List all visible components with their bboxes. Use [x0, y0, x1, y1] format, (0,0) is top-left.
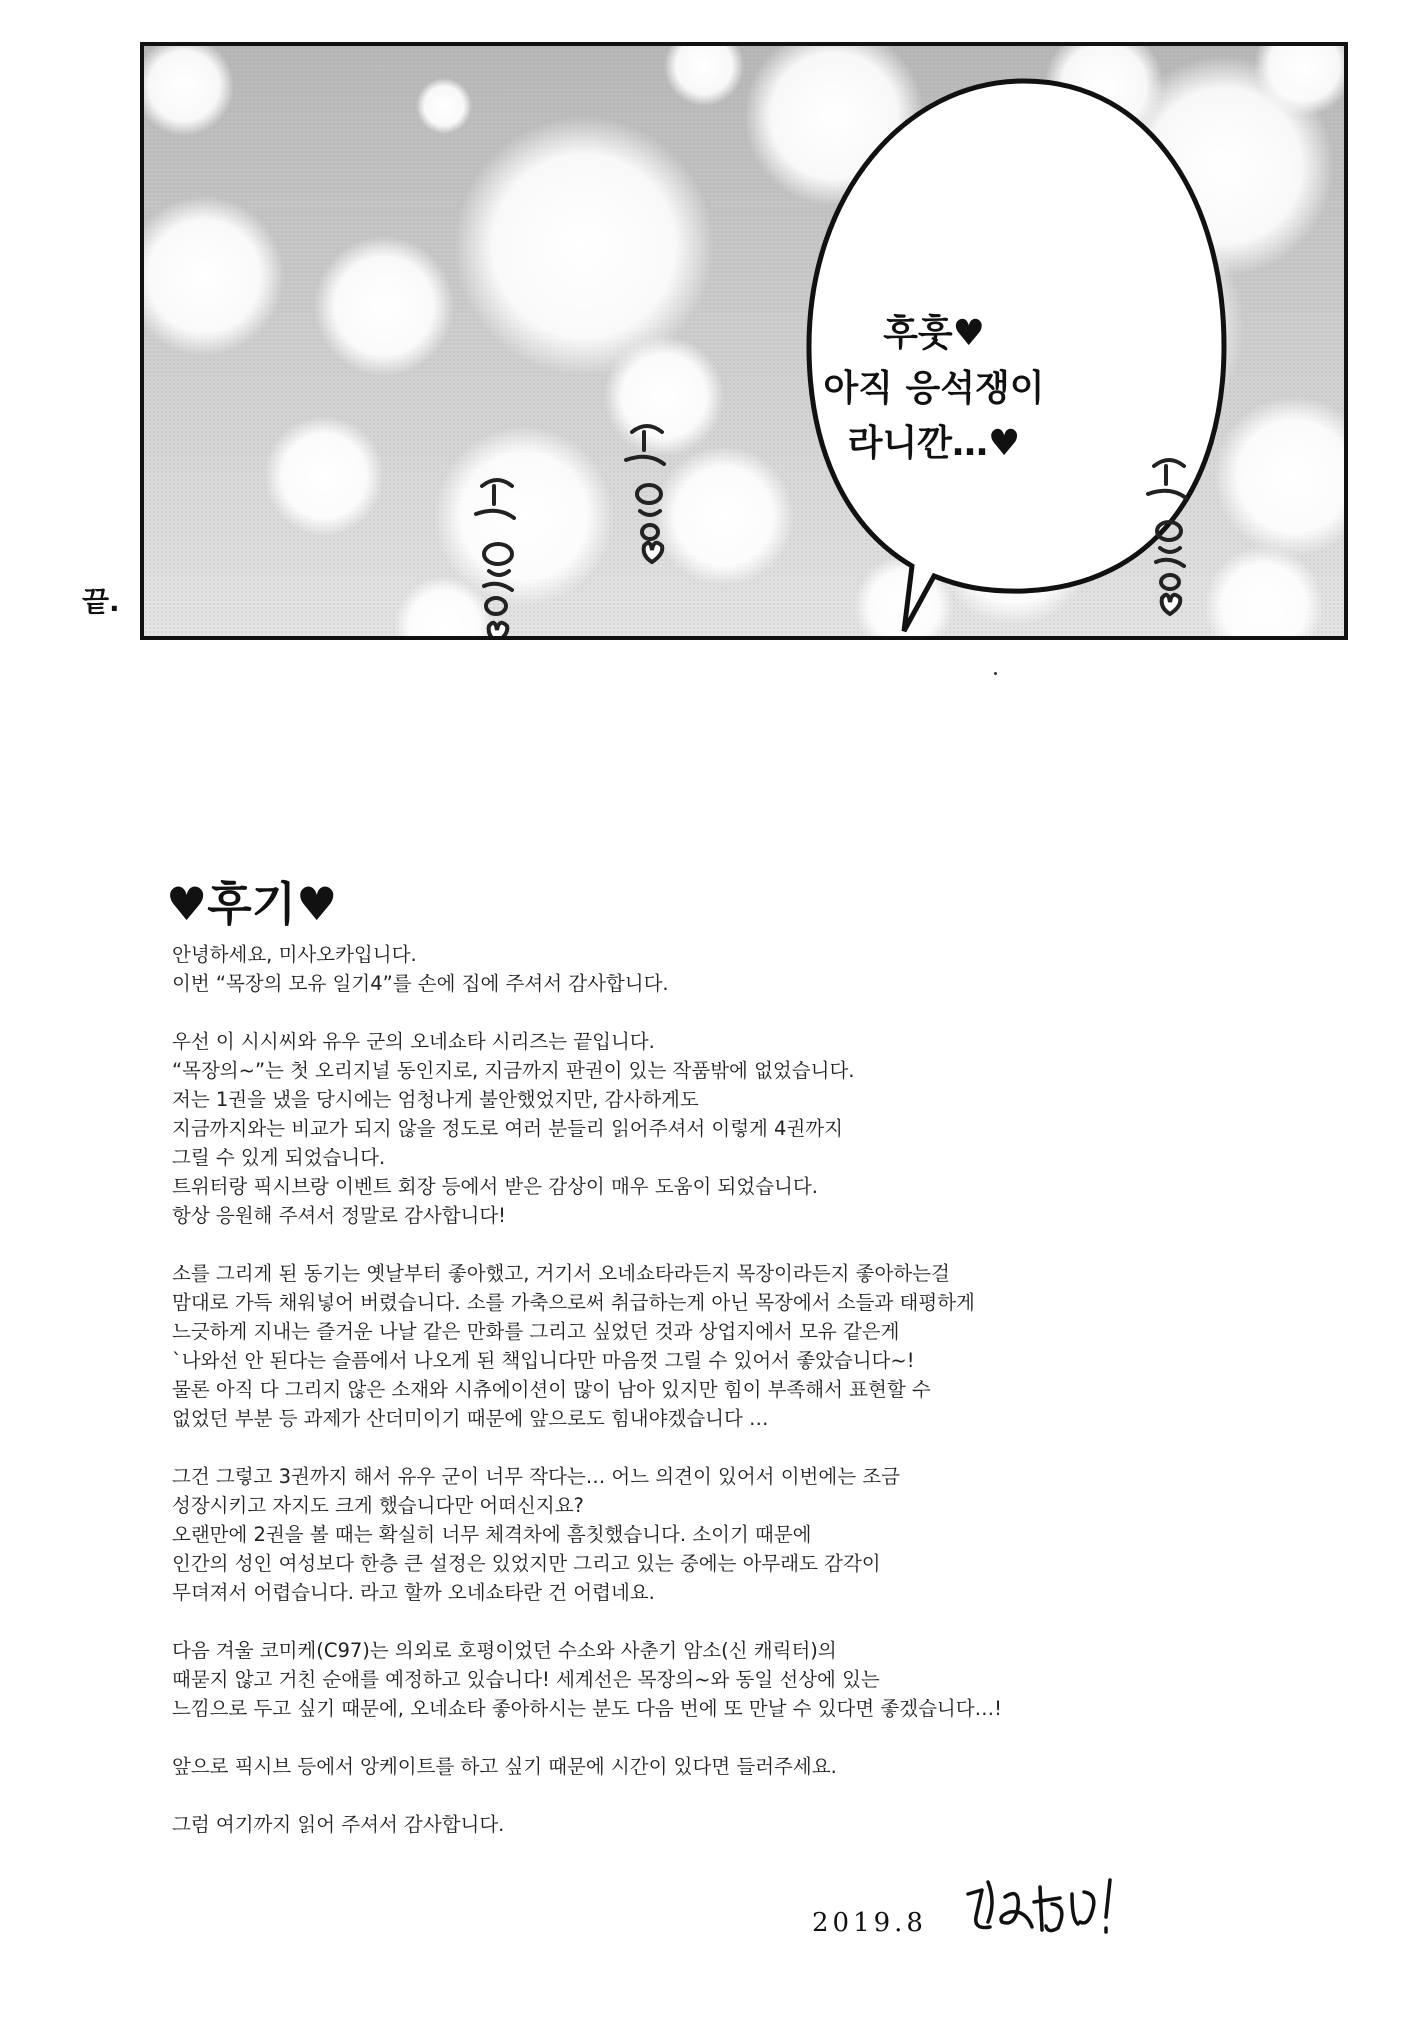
afterword-line: 무뎌져서 어렵습니다. 라고 할까 오네쇼타란 건 어렵네요. [172, 1581, 655, 1604]
signature-image [960, 1872, 1130, 1942]
date: 2019.8 [812, 1908, 927, 1938]
afterword-line: “목장의~”는 첫 오리지널 동인지로, 지금까지 판권이 있는 작품밖에 없었습니다. [172, 1059, 855, 1082]
afterword-line: `나와선 안 된다는 슬픔에서 나오게 된 책입니다만 마음껏 그릴 수 있어서 좋았습니다~! [172, 1349, 915, 1372]
comic-panel [140, 42, 1348, 640]
afterword-line: 오랜만에 2권을 볼 때는 확실히 너무 체격차에 흠칫했습니다. 소이기 때문에 [172, 1523, 812, 1546]
afterword-paragraph [172, 1752, 1292, 1781]
afterword-line: 트위터랑 픽시브랑 이벤트 회장 등에서 받은 감상이 매우 도움이 되었습니다. [172, 1175, 818, 1198]
afterword-line: 이번 “목장의 모유 일기4”를 손에 집에 주셔서 감사합니다. [172, 972, 669, 995]
speech-line: 라니깐…♥ [847, 423, 1021, 464]
afterword-line: 때묻지 않고 거친 순애를 예정하고 있습니다! 세계선은 목장의~와 동일 선상에 있는 [172, 1668, 880, 1691]
afterword-line: 성장시키고 자지도 크게 했습니다만 어떠신지요? [172, 1494, 584, 1517]
afterword-paragraph [172, 940, 1292, 998]
end-mark: 끝. [82, 585, 120, 618]
afterword-line: 소를 그리게 된 동기는 옛날부터 좋아했고, 거기서 오네쇼타라든지 목장이라든지 좋아하는걸 [172, 1262, 950, 1285]
afterword-paragraph [172, 1259, 1292, 1433]
afterword-line: 다음 겨울 코미케(C97)는 의외로 호평이었던 수소와 사춘기 암소(신 캐릭터)의 [172, 1639, 837, 1662]
afterword-body [172, 940, 1292, 1868]
afterword-line: 저는 1권을 냈을 당시에는 엄청나게 불안했었지만, 감사하게도 [172, 1088, 699, 1111]
afterword-line: 그릴 수 있게 되었습니다. [172, 1146, 386, 1169]
afterword-paragraph [172, 1636, 1292, 1723]
speech-line: 후훗♥ [883, 313, 985, 354]
speech-bubble-text [774, 306, 1094, 471]
afterword-paragraph [172, 1810, 1292, 1839]
afterword-line: 느긋하게 지내는 즐거운 나날 같은 만화를 그리고 싶었던 것과 상업지에서 모유 같은게 [172, 1320, 900, 1343]
afterword-line: 맘대로 가득 채워넣어 버렸습니다. 소를 가축으로써 취급하는게 아닌 목장에서 소들과 태평하게 [172, 1291, 975, 1314]
afterword-line: 그건 그렇고 3권까지 해서 유우 군이 너무 작다는… 어느 의견이 있어서 이번에는 조금 [172, 1465, 900, 1488]
afterword-line: 안녕하세요, 미사오카입니다. [172, 943, 417, 966]
speech-line: 아직 응석쟁이 [823, 368, 1045, 409]
afterword-line: 느낌으로 두고 싶기 때문에, 오네쇼타 좋아하시는 분도 다음 번에 또 만날 수 있다면 좋겠습니다…! [172, 1697, 1002, 1720]
afterword-line: 우선 이 시시씨와 유우 군의 오네쇼타 시리즈는 끝입니다. [172, 1030, 655, 1053]
afterword-line: 항상 응원해 주셔서 정말로 감사합니다! [172, 1204, 507, 1227]
afterword-line: 앞으로 픽시브 등에서 앙케이트를 하고 싶기 때문에 시간이 있다면 들러주세요. [172, 1755, 837, 1778]
afterword-line: 없었던 부분 등 과제가 산더미이기 때문에 앞으로도 힘내야겠습니다 … [172, 1407, 769, 1430]
afterword-line: 지금까지와는 비교가 되지 않을 정도로 여러 분들리 읽어주셔서 이렇게 4권까지 [172, 1117, 843, 1140]
afterword-paragraph [172, 1027, 1292, 1230]
afterword-title: ♥후기♥ [166, 877, 338, 931]
stray-dot [994, 672, 997, 675]
afterword-line: 그럼 여기까지 읽어 주셔서 감사합니다. [172, 1813, 505, 1836]
afterword-paragraph [172, 1462, 1292, 1607]
panel-art [144, 46, 1344, 636]
afterword-line: 물론 아직 다 그리지 않은 소재와 시츄에이션이 많이 남아 있지만 힘이 부족해서 표현할 수 [172, 1378, 931, 1401]
afterword-line: 인간의 성인 여성보다 한층 큰 설정은 있었지만 그리고 있는 중에는 아무래도 감각이 [172, 1552, 881, 1575]
